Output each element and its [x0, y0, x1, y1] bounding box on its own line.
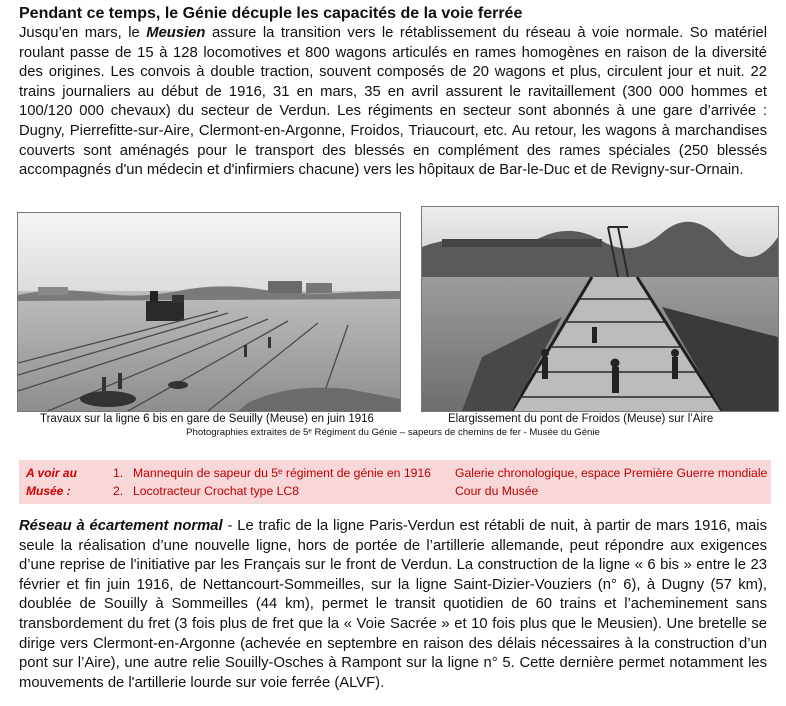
photo-seuilly-rail-works [17, 212, 401, 412]
museum-item-location: Galerie chronologique, espace Première Guerre mondiale [455, 466, 768, 480]
museum-item-row [113, 464, 767, 482]
photo-right-caption: Elargissement du pont de Froidos (Meuse) sur l’Aire [448, 413, 714, 425]
para1-text-rest: assure la transition vers le rétablissement du réseau à voie normale. So matériel roulant passe de 15 à 128 locomotives et 800 wagons articulés en rames homogènes en raison de la diversité des origines. Les convois à double traction, souvent composés de 20 wagons et plus, circulent jour et nuit. 22 trains journaliers au début de 1916, 31 en mars, 35 en avril assurent le ravitaillement (300 000 hommes et 100/120 000 chevaux) du secteur de Verdun. Les régiments en secteur sont abonnés à une gare d’arrivée : Dugny, Pierrefitte-sur-Aire, Clermont-en-Argonne, Froidos, Triaucourt, etc. Au retour, les wagons à marchandises couverts sont aménagés pour le transport des blessés en complément des rames spéciales (250 blessés accompagnés d'un médecin et d'infirmiers chacune) vers les hôpitaux de Bar-le-Duc et de Revigny-sur-Ornain. [19, 25, 767, 179]
museum-item-row [113, 482, 538, 500]
museum-item-name: Mannequin de sapeur du 5ᵉ régiment de génie en 1916 [133, 466, 431, 480]
paragraph-meusien [19, 24, 767, 181]
museum-item-location: Cour du Musée [455, 484, 539, 498]
normal-gauge-keyword: Réseau à écartement normal [19, 518, 223, 534]
museum-box-label: A voir au Musée : [26, 466, 77, 498]
photo-left-caption: Travaux sur la ligne 6 bis en gare de Seuilly (Meuse) en juin 1916 [40, 413, 374, 425]
para1-text-start: Jusqu’en mars, le [19, 25, 147, 41]
museum-item-number: 1. [113, 466, 124, 480]
museum-info-box [19, 460, 771, 504]
para2-text: - Le trafic de la ligne Paris-Verdun est rétabli de nuit, à partir de mars 1916, mais seule la réalisation d’une nouvelle ligne, hors de portée de l’artillerie allemande, peut répondre aux exigences d’une reprise de l'initiative par les Français sur le front de Verdun. La construction de la ligne « 6 bis » entre le 23 février et fin juin 1916, de Nettancourt-Sommeilles, sur la ligne Saint-Dizier-Vouziers (n° 6), à Dugny (57 km), doublée de Souilly à Sommeilles (44 km), permet le transit quotidien de 60 trains et l’acheminement sans transbordement du fret (3 fois plus de fret que la « Voie Sacrée » et 10 fois plus que le Meusien). Une bretelle se dirige vers Clermont-en-Argonne (achevée en septembre en raison des délais nécessaires à la construction d’un pont sur l’Aire), une autre relie Souilly-Osches à Rampont sur la ligne n° 5. Cette dernière permet notamment les mouvements de l'artillerie lourde sur voie ferrée (ALVF). [19, 518, 767, 691]
paragraph-normal-gauge [19, 517, 767, 693]
museum-item-number: 2. [113, 484, 124, 498]
photo-froidos-bridge [421, 206, 779, 412]
section-heading: Pendant ce temps, le Génie décuple les capacités de la voie ferrée [19, 5, 523, 22]
museum-item-name: Locotracteur Crochat type LC8 [133, 484, 299, 498]
meusien-keyword: Meusien [146, 25, 206, 41]
photo-credit: Photographies extraites de 5ᵉ Régiment du Génie – sapeurs de chemins de fer - Musée du Génie [186, 427, 600, 438]
